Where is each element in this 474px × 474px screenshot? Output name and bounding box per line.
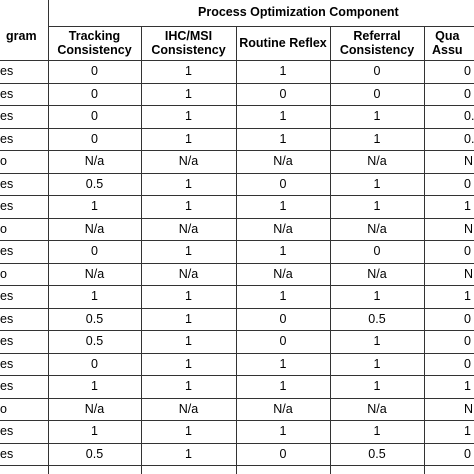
table-cell: 1: [373, 109, 381, 124]
table-cell: 1: [91, 199, 98, 214]
table-cell: 1: [279, 289, 287, 304]
column-divider: [330, 26, 331, 474]
table-cell: 0: [279, 311, 287, 326]
table-cell: 1: [279, 131, 287, 146]
row-divider: [0, 150, 474, 151]
row-divider: [0, 195, 474, 196]
table-cell: 0: [279, 176, 287, 191]
table-row: [0, 308, 474, 331]
group-header-label: Process Optimization Component: [198, 5, 399, 19]
table-cell: 1: [464, 199, 471, 214]
table-cell: N/a: [367, 266, 387, 281]
table-row: [0, 353, 474, 376]
table-cell: N/a: [84, 154, 105, 169]
table-cell: 0: [279, 86, 287, 101]
row-divider: [0, 263, 474, 264]
table-cell: 1: [185, 424, 192, 439]
table-cell: N/a: [178, 154, 199, 169]
table-cell: 0: [373, 64, 381, 79]
table-cell: 1: [279, 424, 287, 439]
table-cell: 1: [185, 334, 192, 349]
table-cell: 1: [185, 311, 192, 326]
table-cell: 0: [464, 334, 471, 349]
table-row: [0, 330, 474, 353]
table-cell: N/a: [367, 154, 387, 169]
table-cell: N: [464, 221, 474, 236]
table-cell: 0: [91, 86, 98, 101]
table-cell: 1: [185, 131, 192, 146]
table-cell: es: [0, 244, 14, 259]
table-cell: 0: [464, 244, 471, 259]
table-cell: N/a: [178, 221, 199, 236]
row-divider: [0, 375, 474, 376]
table-cell: 0: [464, 446, 471, 461]
table-cell: 0.5: [85, 311, 104, 326]
table-cell: 1: [279, 64, 287, 79]
column-header-line1: Tracking: [68, 29, 121, 43]
table-cell: es: [0, 86, 14, 101]
table-row: [0, 195, 474, 218]
table-cell: 0: [91, 131, 98, 146]
table-row: [0, 83, 474, 106]
column-divider: [424, 26, 425, 474]
row-divider: [0, 398, 474, 399]
table-cell: es: [0, 379, 14, 394]
table-cell: 1: [185, 446, 192, 461]
column-header-line1: IHC/MSI: [164, 29, 213, 43]
row-divider: [0, 420, 474, 421]
table-cell: 0.5: [368, 446, 386, 461]
column-header-line2: Consistency: [57, 43, 132, 57]
table-cell: N/a: [84, 401, 105, 416]
table-cell: 1: [279, 199, 287, 214]
row-divider: [0, 240, 474, 241]
row-divider: [0, 308, 474, 309]
table-cell: N/a: [84, 221, 105, 236]
table-cell: 1: [185, 176, 192, 191]
table-cell: 1: [373, 424, 381, 439]
table-cell: 1: [464, 289, 471, 304]
table-row: [0, 218, 474, 241]
column-header-2: [141, 26, 236, 60]
table-row: [0, 173, 474, 196]
table-cell: 0: [91, 356, 98, 371]
table-cell: 0: [91, 244, 98, 259]
group-header-divider: [48, 26, 474, 27]
table-cell: 1: [373, 131, 381, 146]
column-header-0: [6, 26, 54, 60]
table-cell: N/a: [273, 154, 293, 169]
table-cell: es: [0, 109, 14, 124]
table-row: [0, 443, 474, 466]
table-cell: N/a: [178, 401, 199, 416]
table-cell: N: [464, 266, 474, 281]
table-cell: 1: [91, 379, 98, 394]
table-cell: 1: [373, 356, 381, 371]
column-header-line2: Assu: [432, 43, 463, 57]
column-header-line2: Consistency: [339, 43, 415, 57]
column-header-row: [0, 26, 474, 60]
table-cell: 1: [464, 424, 471, 439]
table-cell: 0: [464, 86, 471, 101]
table-cell: 1: [279, 379, 287, 394]
row-divider: [0, 285, 474, 286]
table-cell: 1: [185, 356, 192, 371]
table-cell: es: [0, 356, 14, 371]
table-cell: 0.5: [85, 176, 104, 191]
table-cell: 1: [279, 109, 287, 124]
table-cell: 0: [464, 64, 471, 79]
table-row: [0, 263, 474, 286]
table-row: [0, 398, 474, 421]
table-cell: 1: [185, 199, 192, 214]
table-cell: 1: [185, 109, 192, 124]
column-header-4: [330, 26, 424, 60]
table-row: [0, 128, 474, 151]
row-divider: [0, 465, 474, 466]
row-divider: [0, 60, 474, 61]
column-header-line1: Qua: [435, 29, 460, 43]
table-cell: 1: [185, 289, 192, 304]
table-cell: 0.5: [85, 334, 104, 349]
column-header-line2: Consistency: [151, 43, 226, 57]
table-cell: 0: [373, 244, 381, 259]
row-divider: [0, 83, 474, 84]
table-row: [0, 375, 474, 398]
table-cell: 1: [373, 176, 381, 191]
table-cell: N: [464, 401, 474, 416]
table-cell: 1: [279, 356, 287, 371]
column-header-line1: gram: [6, 29, 37, 43]
group-header: [48, 0, 474, 26]
row-divider: [0, 105, 474, 106]
table-cell: 1: [373, 334, 381, 349]
table-cell: o: [0, 266, 7, 281]
table-cell: 0.: [464, 109, 474, 124]
table-cell: 1: [373, 379, 381, 394]
table-cell: 1: [185, 244, 192, 259]
table-cell: es: [0, 64, 14, 79]
table-cell: 0.: [464, 131, 474, 146]
table-cell: N/a: [84, 266, 105, 281]
row-divider: [0, 128, 474, 129]
table-cell: es: [0, 424, 14, 439]
column-header-line1: Routine Reflex: [239, 36, 327, 50]
column-header-1: [48, 26, 141, 60]
table-cell: 1: [464, 379, 471, 394]
table-cell: es: [0, 311, 14, 326]
table-cell: N/a: [178, 266, 199, 281]
column-divider: [141, 26, 142, 474]
table-cell: es: [0, 289, 14, 304]
table-cell: 0: [464, 356, 471, 371]
table-cell: 1: [185, 64, 192, 79]
row-divider: [0, 353, 474, 354]
table-cell: N: [464, 154, 474, 169]
table-cell: N/a: [273, 266, 293, 281]
column-header-line1: Referral: [353, 29, 401, 43]
column-header-5: [424, 26, 474, 60]
table-cell: 0.5: [368, 311, 386, 326]
row-divider: [0, 173, 474, 174]
column-divider: [236, 26, 237, 474]
column-divider: [48, 0, 49, 474]
table-cell: o: [0, 154, 7, 169]
table-cell: o: [0, 401, 7, 416]
row-divider: [0, 443, 474, 444]
table-row: [0, 150, 474, 173]
table-cell: 0: [279, 334, 287, 349]
table-cell: es: [0, 334, 14, 349]
table-cell: 1: [185, 86, 192, 101]
table-cell: 0: [464, 311, 471, 326]
table-cell: 0.5: [85, 446, 104, 461]
table-cell: 1: [185, 379, 192, 394]
row-divider: [0, 218, 474, 219]
table-cell: 1: [373, 289, 381, 304]
table-cell: o: [0, 221, 7, 236]
table-cell: es: [0, 131, 14, 146]
table-cell: N/a: [367, 221, 387, 236]
table-cell: 0: [91, 109, 98, 124]
table-cell: N/a: [273, 401, 293, 416]
table-cell: N/a: [367, 401, 387, 416]
table-row: [0, 240, 474, 263]
table-cell: es: [0, 199, 14, 214]
table-cell: es: [0, 176, 14, 191]
table-cell: 1: [279, 244, 287, 259]
table-row: [0, 420, 474, 443]
table-cell: 0: [279, 446, 287, 461]
table-cell: 0: [91, 64, 98, 79]
row-divider: [0, 330, 474, 331]
table-cell: 1: [373, 199, 381, 214]
table-cell: es: [0, 446, 14, 461]
table-row: [0, 285, 474, 308]
table-cell: 0: [373, 86, 381, 101]
table-row: [0, 105, 474, 128]
column-header-3: [236, 26, 330, 60]
table-cell: 1: [91, 289, 98, 304]
table-cell: N/a: [273, 221, 293, 236]
table-cell: 1: [91, 424, 98, 439]
table-row: [0, 60, 474, 83]
table-cell: 0: [464, 176, 471, 191]
